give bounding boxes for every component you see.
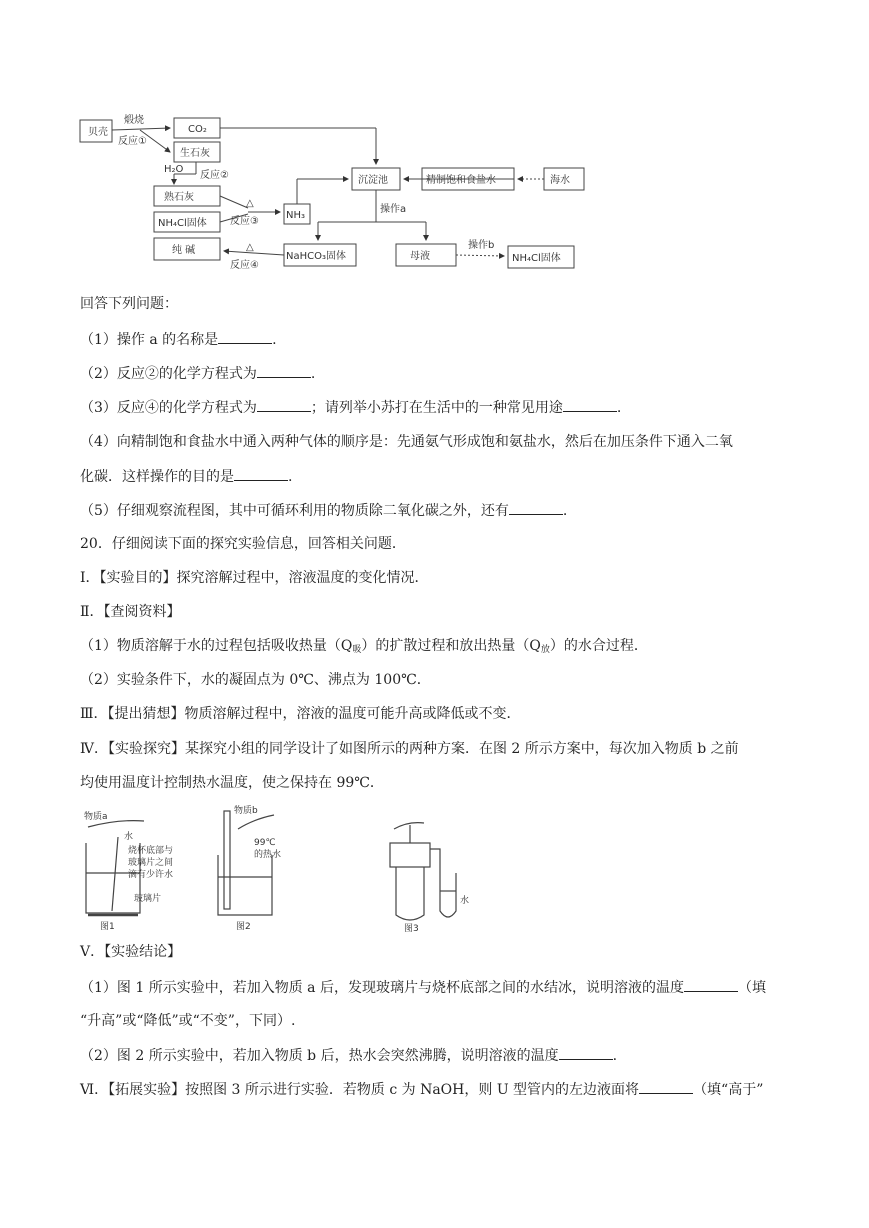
q20-s5-1b: （填 [737,980,766,996]
q20-s5-1a: （1）图 1 所示实验中，若加入物质 a 后，发现玻璃片与烧杯底部之间的水结冰，说明溶液的温度 [80,980,684,996]
answer-blank [257,397,311,412]
label-shell: 贝壳 [88,127,108,138]
label-reaction2: 反应② [200,170,229,181]
q19-intro: 回答下列问题： [80,296,178,312]
q19-part1-end: . [272,332,277,348]
q20-section5-item1-line2: “升高”或“降低”或“不变”，下同）. [80,1013,296,1029]
fig3-tube [396,867,424,920]
fig2-substance-label: 物质b [234,806,258,816]
fig1-rod [112,837,118,911]
label-precip-tank: 沉淀池 [358,175,388,186]
q19-part3-end: . [616,400,622,416]
label-co2: CO₂ [188,124,207,135]
q19-part4-end: . [288,469,293,485]
label-op-a: 操作a [380,204,407,215]
fig3-spoon [394,823,424,829]
label-nh3: NH₃ [286,210,306,221]
q20-section4-line2: 均使用温度计控制热水温度，使之保持在 99℃． [80,775,384,791]
q20-s2-1c: ）的水合过程． [549,638,648,654]
fig1-note-3: 滴有少许水 [128,870,174,880]
q20-section1: Ⅰ．【实验目的】探究溶解过程中，溶液温度的变化情况． [80,570,429,586]
q20-s6b: （填“高于” [693,1082,764,1098]
label-reaction4: 反应④ [230,260,259,271]
q19-part2-end: . [310,366,316,382]
q19-part5-end: . [562,503,568,519]
flowchart-svg [78,108,608,280]
q19-part5 [80,500,567,521]
q19-part1-text: （1）操作 a 的名称是 [80,332,219,348]
q20-s5-2a: （2）图 2 所示实验中，若加入物质 b 后，热水会突然沸腾，说明溶液的温度 [80,1048,559,1064]
fig3-flask-top [390,843,430,867]
q19-part3-text-a: （3）反应④的化学方程式为 [80,400,257,416]
q19-part3 [80,397,621,418]
label-mother-liquor: 母液 [410,251,430,262]
fig1-glass-label: 玻璃片 [134,894,162,904]
label-calcine: 煅烧 [124,115,144,126]
q20-s6a: Ⅵ．【拓展实验】按照图 3 所示进行实验．若物质 c 为 NaOH，则 U 型管内的左边液面将 [80,1082,640,1098]
q19-part4-line1: （4）向精制饱和食盐水中通入两种气体的顺序是：先通氨气形成饱和氨盐水，然后在加压条件下通入二氧 [80,434,733,450]
fig2-beaker [218,855,272,915]
label-slaked-lime: 熟石灰 [164,192,194,203]
fig1-water-label: 水 [124,832,134,842]
label-reaction3: 反应③ [230,216,259,227]
q20-s2-1a: （1）物质溶解于水的过程包括吸收热量（Q [80,638,353,654]
fig2-spoon [238,815,274,829]
label-delta2: △ [246,242,254,253]
process-flowchart [78,108,608,280]
fig2-caption: 图2 [236,922,251,932]
answer-blank [234,466,288,481]
q20-title: 20．仔细阅读下面的探究实验信息，回答相关问题． [80,536,406,552]
label-brine: 精制饱和食盐水 [426,175,496,186]
experiment-figures [78,803,478,933]
q20-section4-line1: Ⅳ．【实验探究】某探究小组的同学设计了如图所示的两种方案．在图 2 所示方案中，每次加入物质 b 之前 [80,741,739,757]
q20-section6 [80,1079,763,1100]
answer-blank [684,977,738,992]
label-op-b: 操作b [468,240,495,251]
answer-blank [218,329,272,344]
label-reaction1: 反应① [118,136,147,147]
q20-s5-2-end: . [612,1048,618,1064]
answer-blank [509,500,563,515]
fig2-temp-label: 99℃ [254,838,276,848]
label-nh4cl-right: NH₄Cl固体 [512,253,561,264]
fig1-note-1: 烧杯底部与 [128,846,174,856]
q20-section5-item2 [80,1045,617,1066]
q20-section2-item2: （2）实验条件下，水的凝固点为 0℃、沸点为 100℃． [80,672,431,688]
fig3-water-label: 水 [460,896,470,906]
answer-blank [257,363,311,378]
label-quicklime: 生石灰 [180,148,210,159]
label-h2o: H₂O [164,164,184,175]
q20-section5: Ⅴ．【实验结论】 [80,944,182,960]
fig1-note-2: 玻璃片之间 [128,858,174,868]
label-delta1: △ [246,198,254,209]
q20-section2: Ⅱ．【查阅资料】 [80,604,181,620]
q20-section3: Ⅲ．【提出猜想】物质溶解过程中，溶液的温度可能升高或降低或不变． [80,706,521,722]
q-release-subscript: 放 [540,645,550,655]
answer-blank [639,1079,693,1094]
fig3-u-tube [440,873,456,917]
fig2-thermometer [224,811,230,909]
fig2-hot-water-label: 的热水 [254,850,282,860]
fig1-substance-label: 物质a [84,812,108,822]
q19-part3-text-b: ；请列举小苏打在生活中的一种常见用途 [310,400,563,416]
q20-s2-1b: ）的扩散过程和放出热量（Q [361,638,541,654]
label-seawater: 海水 [550,175,570,186]
q-absorb-subscript: 吸 [352,645,362,655]
q19-part5-text: （5）仔细观察流程图，其中可循环利用的物质除二氧化碳之外，还有 [80,503,509,519]
answer-blank [563,397,617,412]
figures-svg [78,803,478,933]
q19-part1 [80,329,277,350]
label-soda-ash: 纯 碱 [172,245,196,256]
label-nahco3: NaHCO₃固体 [286,251,346,262]
q20-section2-item1 [80,636,648,660]
q19-part4-text: 化碳．这样操作的目的是 [80,469,234,485]
label-nh4cl-left: NH₄Cl固体 [158,218,207,229]
fig1-caption: 图1 [100,922,115,932]
q19-part2-text: （2）反应②的化学方程式为 [80,366,257,382]
q19-part4-line2 [80,466,292,487]
q19-part2 [80,363,315,384]
answer-blank [559,1045,613,1060]
q20-section5-item1 [80,977,766,998]
fig3-caption: 图3 [404,924,419,933]
